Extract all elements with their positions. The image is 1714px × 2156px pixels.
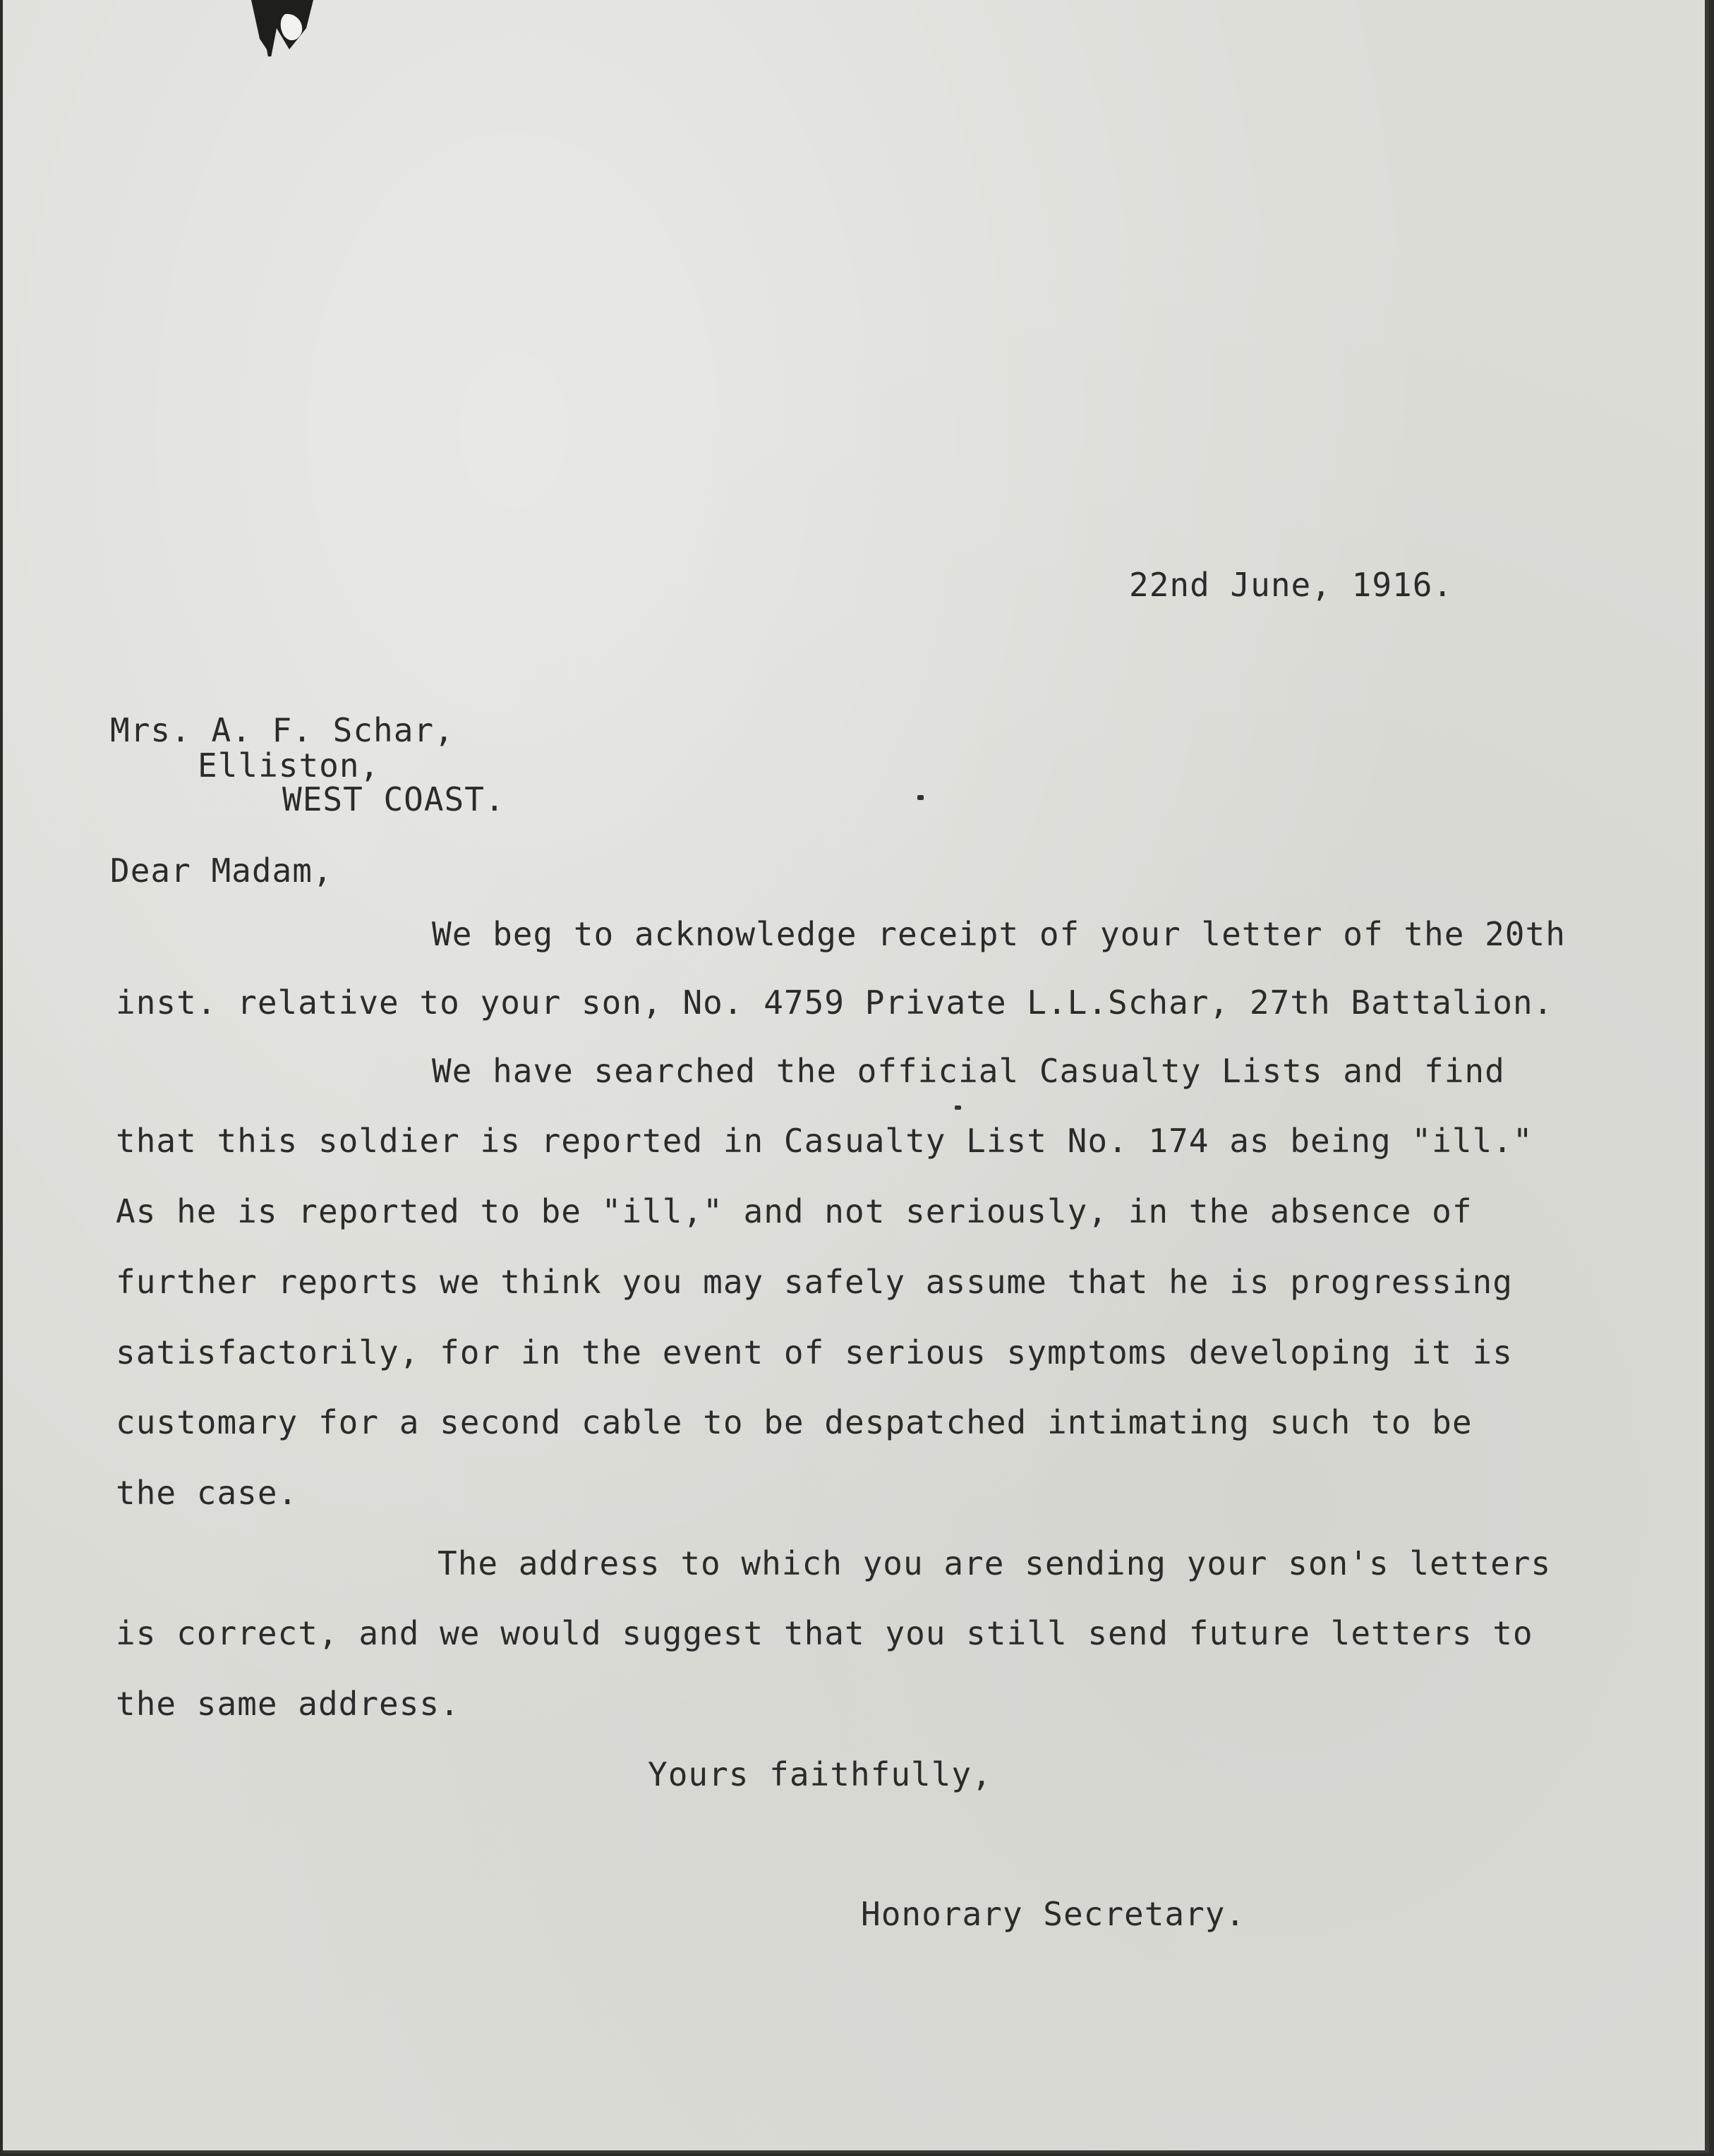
paragraph-2-line-2: that this soldier is reported in Casualty List No. 174 as being "ill." [116, 1122, 1533, 1160]
paragraph-2-line-1: We have searched the official Casualty Lists and find [432, 1052, 1505, 1090]
paragraph-1-line-1: We beg to acknowledge receipt of your letter of the 20th [432, 915, 1566, 953]
letter-date: 22nd June, 1916. [1129, 566, 1454, 604]
ink-dot [917, 795, 924, 800]
paragraph-3-line-1: The address to which you are sending your son's letters [437, 1544, 1552, 1582]
paragraph-2-line-3: As he is reported to be "ill," and not seriously, in the absence of [116, 1192, 1473, 1230]
recipient-town: Elliston, [198, 746, 380, 785]
paragraph-2-line-6: customary for a second cable to be despatched intimating such to be [116, 1403, 1473, 1441]
paragraph-2-line-7: the case. [116, 1474, 298, 1512]
recipient-name: Mrs. A. F. Schar, [110, 711, 454, 749]
ink-dot [955, 1106, 961, 1110]
closing: Yours faithfully, [648, 1755, 992, 1793]
paragraph-2-line-4: further reports we think you may safely assume that he is progressing [116, 1263, 1513, 1301]
paragraph-3-line-3: the same address. [116, 1685, 460, 1723]
paragraph-2-line-5: satisfactorily, for in the event of serious symptoms developing it is [116, 1333, 1513, 1371]
paragraph-3-line-2: is correct, and we would suggest that you still send future letters to [116, 1614, 1533, 1652]
torn-corner-mark [243, 0, 320, 56]
salutation: Dear Madam, [110, 852, 333, 890]
recipient-region: WEST COAST. [282, 780, 505, 818]
paragraph-1-line-2: inst. relative to your son, No. 4759 Private L.L.Schar, 27th Battalion. [116, 983, 1554, 1022]
signature-title: Honorary Secretary. [861, 1895, 1246, 1933]
letter-page [3, 0, 1709, 2153]
